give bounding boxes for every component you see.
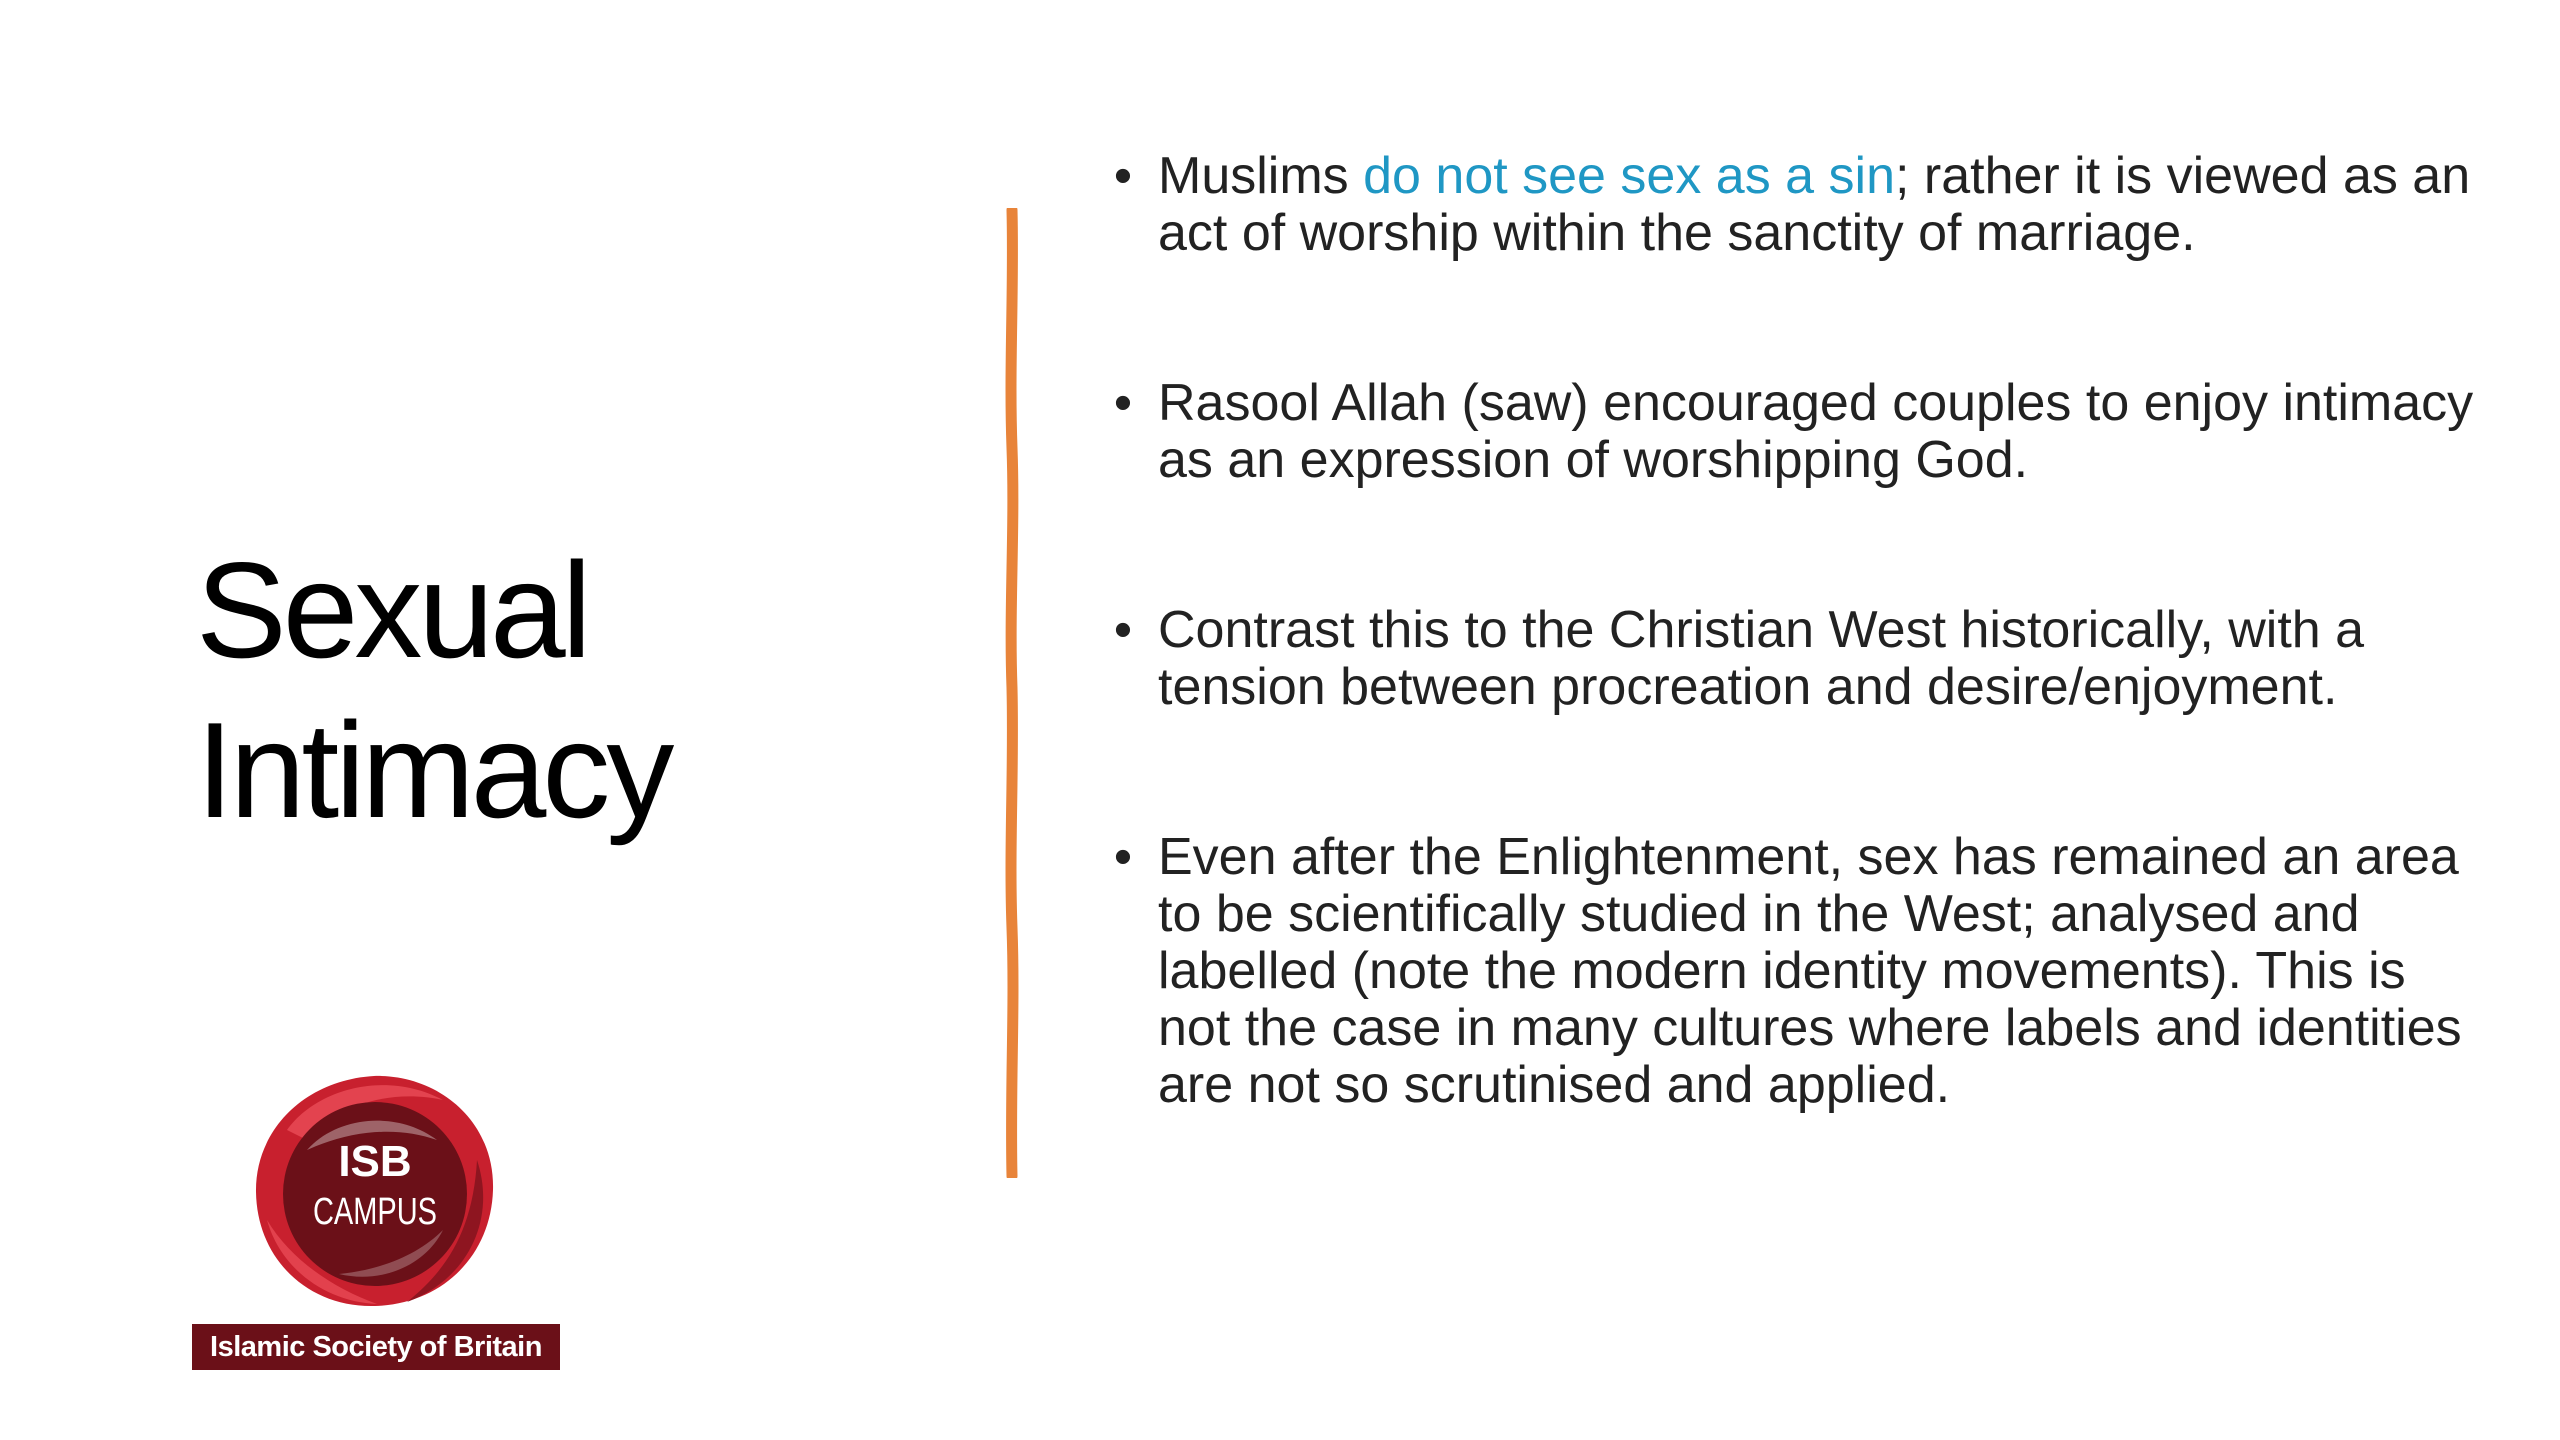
bullet-dot: • — [1113, 147, 1133, 205]
bullet-item — [1108, 375, 2488, 489]
title-line-2: Intimacy — [196, 694, 671, 846]
bullet-dot: • — [1113, 374, 1133, 432]
logo-campus-text: CAMPUS — [313, 1191, 437, 1233]
bullet-dot: • — [1113, 828, 1133, 886]
bullet-item — [1108, 829, 2488, 1114]
bullet-text: Contrast this to the Christian West historically, with a tension between procreation and desire/enjoyment. — [1158, 601, 2365, 716]
bullet-dot: • — [1113, 601, 1133, 659]
bullet-item — [1108, 602, 2488, 716]
bullet-text: Even after the Enlightenment, sex has remained an area to be scientifically studied in the West; analysed and labelled (note the modern identity movements). This is not the case in many cultures where labels and identities are not so scrutinised and applied. — [1158, 828, 2462, 1114]
slide-title — [196, 530, 670, 850]
vertical-divider — [1000, 208, 1024, 1178]
bullet-list — [1108, 148, 2488, 1227]
isb-campus-logo — [192, 1070, 564, 1370]
bullet-text-before: Muslims — [1158, 147, 1364, 205]
bullet-item — [1108, 148, 2488, 262]
bullet-text-after: ; rather it is viewed as an act of worship within the sanctity of marriage. — [1158, 147, 2471, 262]
title-line-1: Sexual — [196, 534, 588, 686]
logo-emblem — [247, 1070, 502, 1310]
bullet-highlight: do not see sex as a sin — [1363, 147, 1895, 205]
logo-isb-text: ISB — [338, 1137, 412, 1186]
bullet-text — [1158, 147, 2470, 262]
bullet-text: Rasool Allah (saw) encouraged couples to enjoy intimacy as an expression of worshipping God. — [1158, 374, 2474, 489]
logo-banner: Islamic Society of Britain — [192, 1324, 560, 1370]
